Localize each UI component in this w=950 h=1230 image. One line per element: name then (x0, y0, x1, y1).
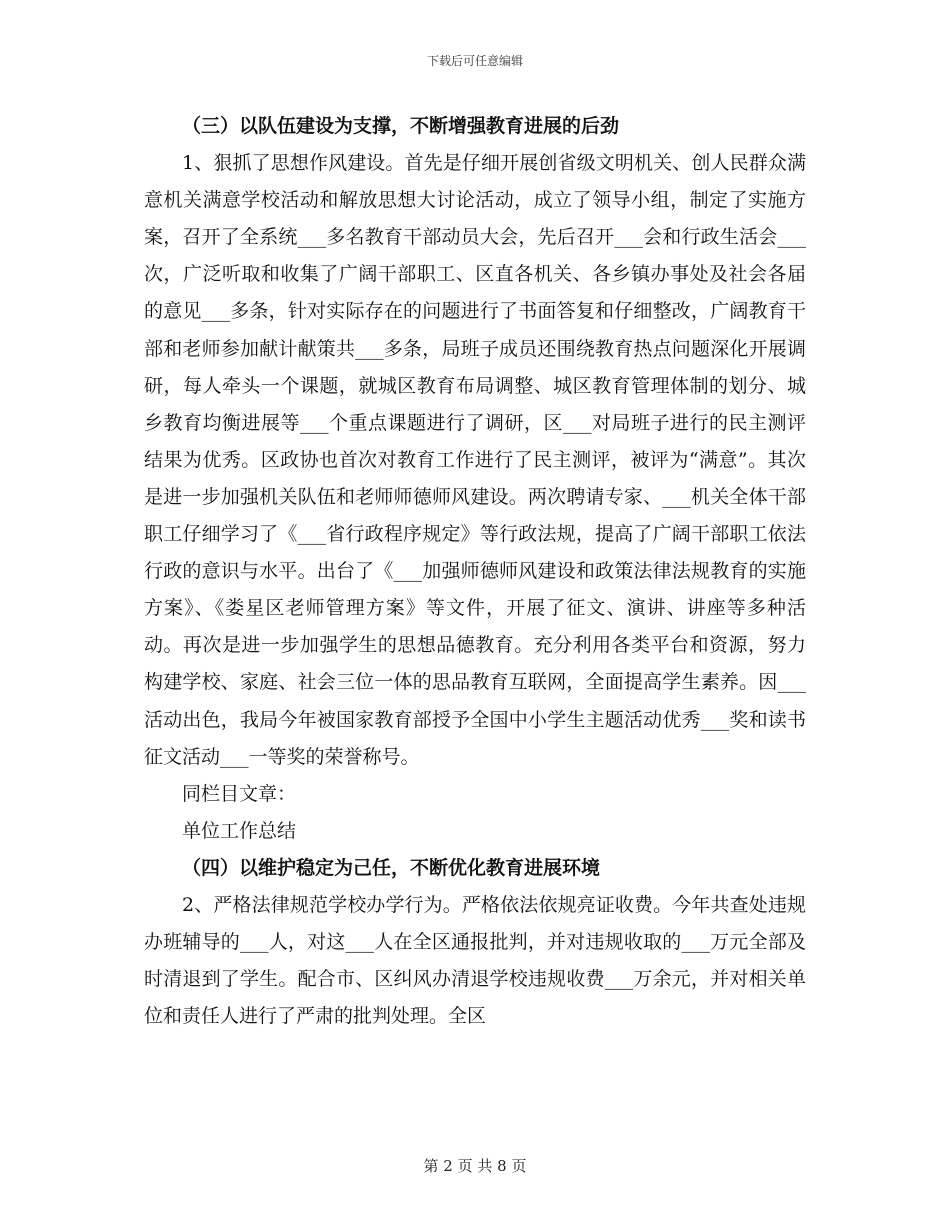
section-paragraph-4: 2、严格法律规范学校办学行为。严格依法依规亮证收费。今年共查处违规办班辅导的___人，对这___人在全区通报批判，并对违规收取的___万元全部及时清退到了学生。配合市、区纠风办清退学校违规收费___万余元，并对相关单位和责任人进行了严肃的批判处理。全区 (144, 893, 806, 1028)
section-heading-4: （四）以维护稳定为己任，不断优化教育进展环境 (182, 856, 601, 879)
section-heading-3: （三）以队伍建设为支撑，不断增强教育进展的后劲 (182, 115, 620, 137)
page-number-footer: 第 2 页 共 8 页 (423, 1157, 527, 1175)
section-paragraph-3: 1、狠抓了思想作风建设。首先是仔细开展创省级文明机关、创人民群众满意机关满意学校活动和解放思想大讨论活动，成立了领导小组，制定了实施方案，召开了全系统___多名教育干部动员大会，先后召开___会和行政生活会___次，广泛听取和收集了广阔干部职工、区直各机关、各乡镇办事处及社会各届的意见___多条，针对实际存在的问题进行了书面答复和仔细整改，广阔教育干部和老师参加献计献策共___多条，局班子成员还围绕教育热点问题深化开展调研，每人牵头一个课题，就城区教育布局调整、城区教育管理体制的划分、城乡教育均衡进展等___个重点课题进行了调研，区___对局班子进行的民主测评结果为优秀。区政协也首次对教育工作进行了民主测评，被评为“满意”。其次是进一步加强机关队伍和老师师德师风建设。两次聘请专家、___机关全体干部职工仔细学习了《___省行政程序规定》等行政法规，提高了广阔干部职工依法行政的意识与水平。出台了《___加强师德师风建设和政策法律法规教育的实施方案》、《娄星区老师管理方案》等文件，开展了征文、演讲、讲座等多种活动。再次是进一步加强学生的思想品德教育。充分利用各类平台和资源，努力构建学校、家庭、社会三位一体的思品教育互联网，全面提高学生素养。因___活动出色，我局今年被国家教育部授予全国中小学生主题活动优秀___奖和读书征文活动___一等奖的荣誉称号。 (144, 152, 806, 768)
page-header-note: 下载后可任意编辑 (426, 54, 523, 68)
document-body (144, 108, 806, 1035)
related-articles-label: 同栏目文章： (182, 782, 297, 805)
related-article-link[interactable]: 单位工作总结 (182, 819, 297, 842)
